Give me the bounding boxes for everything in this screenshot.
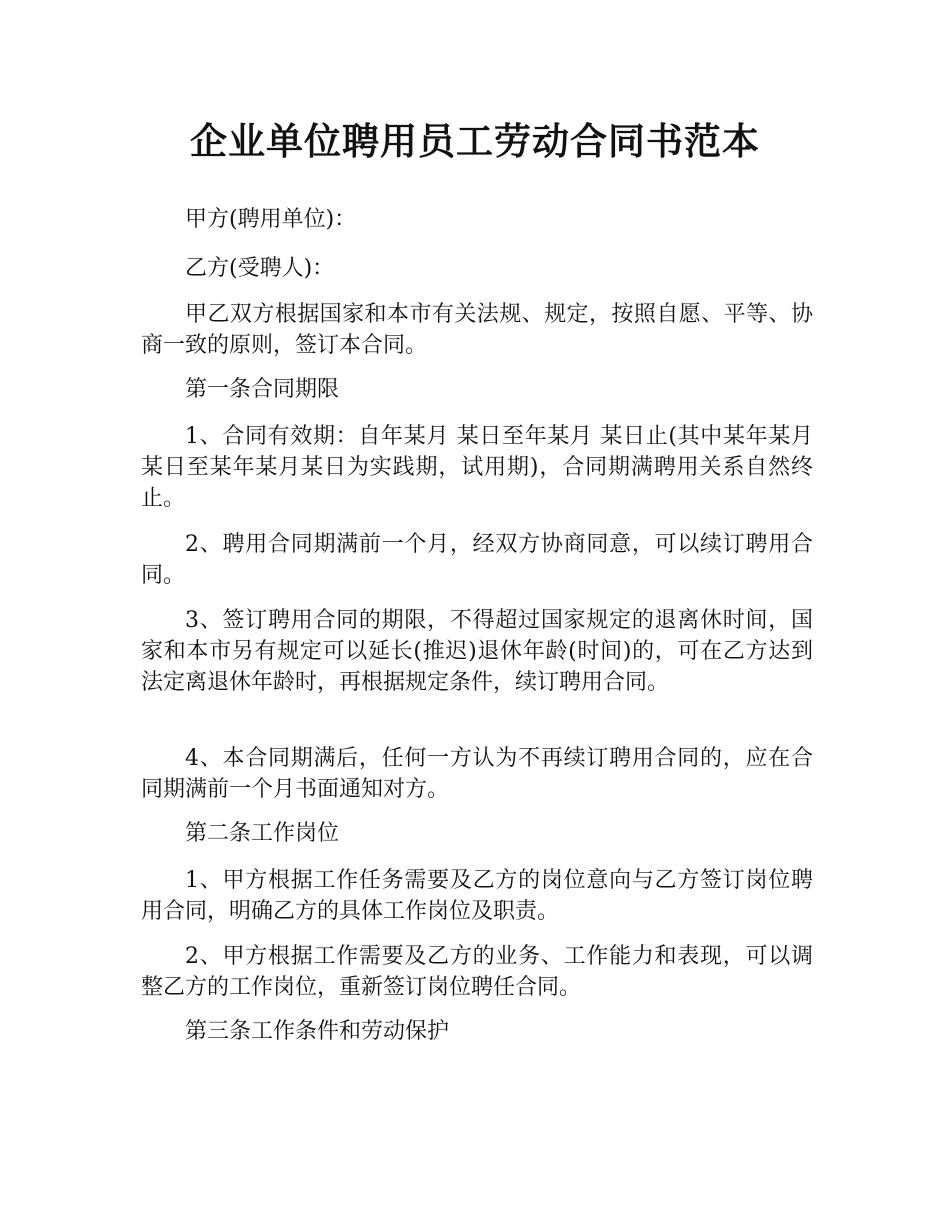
article-2-clause-1: 1、甲方根据工作任务需要及乙方的岗位意向与乙方签订岗位聘用合同，明确乙方的具体工作岗位及职责。 xyxy=(141,868,813,924)
article-3-heading: 第三条工作条件和劳动保护 xyxy=(185,1019,450,1044)
article-1-clause-3: 3、签订聘用合同的期限，不得超过国家规定的退离休时间，国家和本市另有规定可以延长(推迟)退休年龄(时间)的，可在乙方达到法定离退休年龄时，再根据规定条件，续订聘用合同。 xyxy=(141,608,813,695)
party-a-line: 甲方(聘用单位)： xyxy=(185,207,357,232)
article-1-clause-2: 2、聘用合同期满前一个月，经双方协商同意，可以续订聘用合同。 xyxy=(141,532,813,588)
article-1-clause-1: 1、合同有效期：自年某月 某日至年某月 某日止(其中某年某月某日至某年某月某日为实践期，试用期)，合同期满聘用关系自然终止。 xyxy=(141,424,813,511)
article-1-clause-4: 4、本合同期满后，任何一方认为不再续订聘用合同的，应在合同期满前一个月书面通知对方。 xyxy=(141,746,813,802)
article-1-heading: 第一条合同期限 xyxy=(185,377,340,402)
preamble-paragraph: 甲乙双方根据国家和本市有关法规、规定，按照自愿、平等、协商一致的原则，签订本合同。 xyxy=(141,302,813,358)
party-b-line: 乙方(受聘人)： xyxy=(185,256,335,281)
article-2-heading: 第二条工作岗位 xyxy=(185,821,340,846)
article-2-clause-2: 2、甲方根据工作需要及乙方的业务、工作能力和表现，可以调整乙方的工作岗位，重新签订岗位聘任合同。 xyxy=(141,944,813,1000)
document-title: 企业单位聘用员工劳动合同书范本 xyxy=(190,120,760,163)
